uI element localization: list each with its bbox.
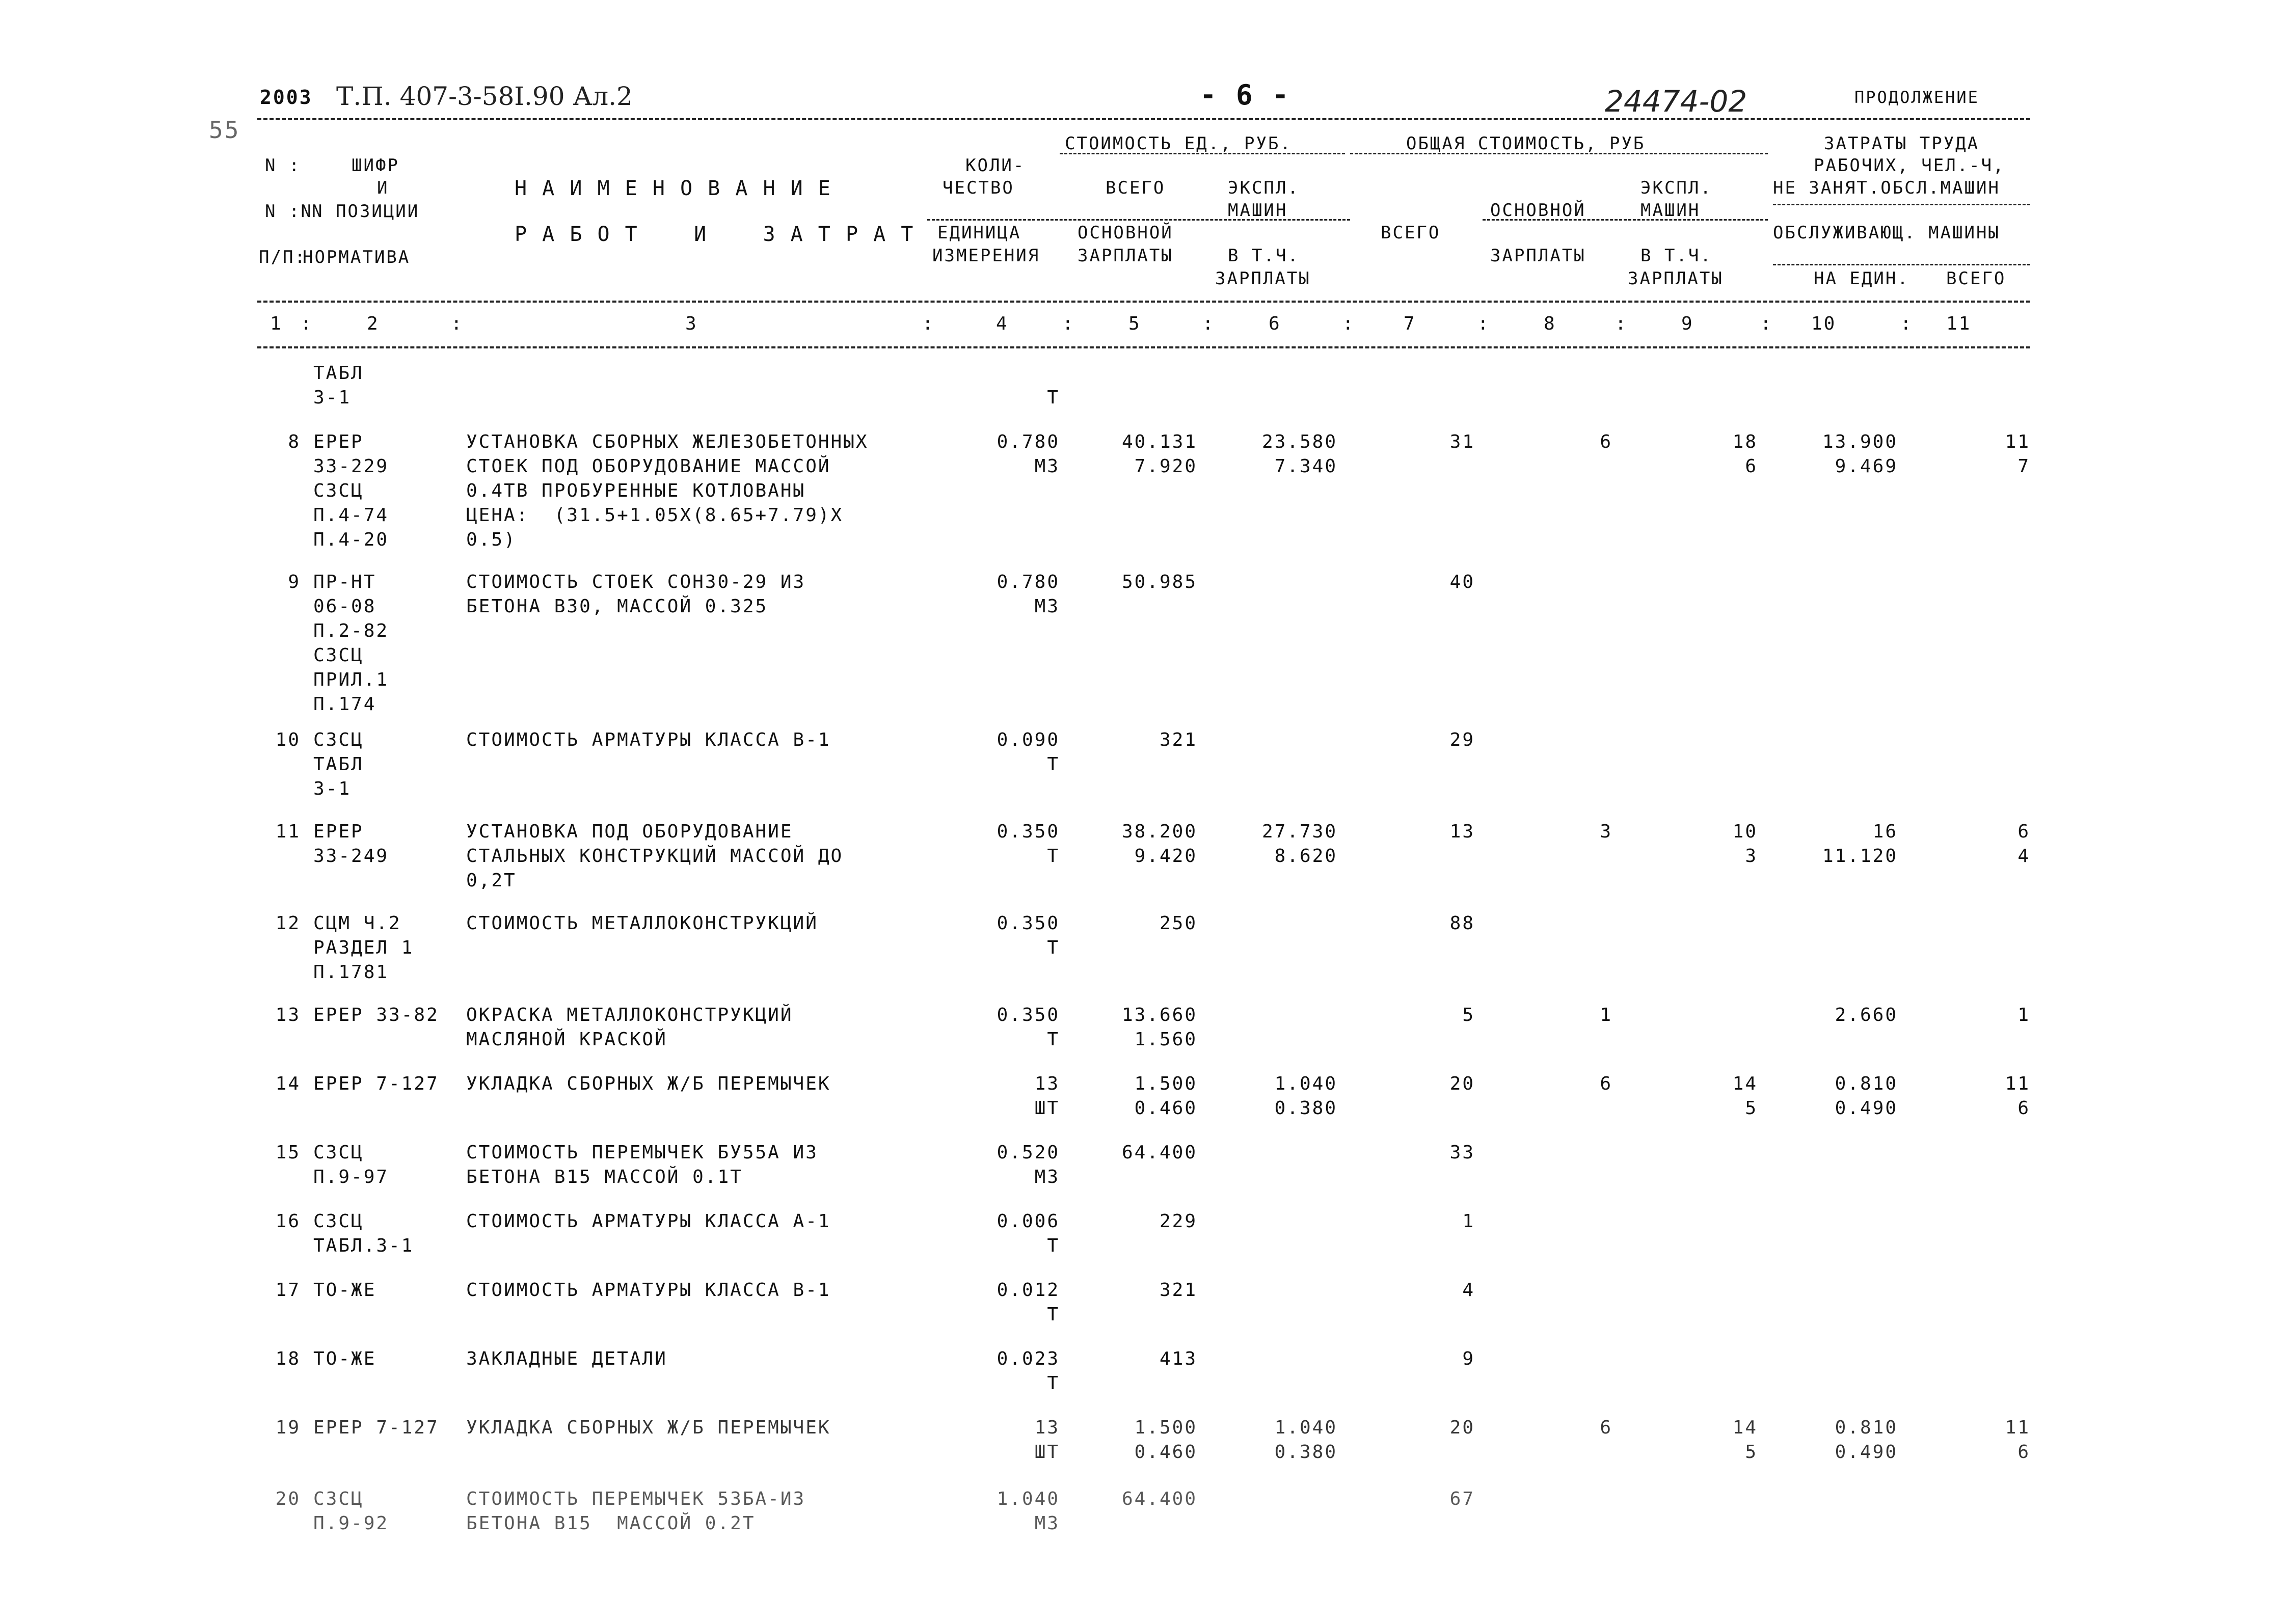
- row-name-line: БЕТОНА В30, МАССОЙ 0.325: [466, 596, 768, 617]
- hdr-c5-a: ВСЕГО: [1106, 178, 1166, 198]
- row-unit-machine-wage: 0.380: [1274, 1098, 1337, 1119]
- col-num-5: 5: [1128, 313, 1141, 334]
- row-labor-total-b: 6: [2017, 1098, 2030, 1119]
- row-code-line: П.4-74: [313, 505, 389, 526]
- row-unit-machine: 1.040: [1274, 1073, 1337, 1094]
- row-code-line: ЕРЕР: [313, 821, 364, 842]
- row-labor-unit-b: 0.490: [1835, 1098, 1898, 1119]
- row-labor-unit: 2.660: [1835, 1005, 1898, 1025]
- row-unit-cost-total: 1.500: [1134, 1073, 1197, 1094]
- row-qty: 0.520: [997, 1142, 1060, 1163]
- hdr-c11: ВСЕГО: [1946, 268, 2006, 289]
- row-name-line: УСТАНОВКА СБОРНЫХ ЖЕЛЕЗОБЕТОННЫХ: [466, 431, 869, 452]
- row-name-line: СТОИМОСТЬ АРМАТУРЫ КЛАССА В-1: [466, 1280, 831, 1301]
- header-page-label: - 6 -: [1200, 79, 1290, 111]
- hdr-c6-c: В Т.Ч.: [1228, 246, 1300, 266]
- hdr-qty-a: КОЛИ-: [965, 155, 1026, 176]
- row-code-line: ТО-ЖЕ: [313, 1348, 376, 1369]
- row-unit: Т: [1047, 1029, 1060, 1050]
- hdr-c5-c: ЗАРПЛАТЫ: [1078, 246, 1173, 266]
- row-unit-cost-total: 40.131: [1121, 431, 1197, 452]
- row-total-machine-wage: 3: [1745, 846, 1758, 867]
- row-labor-unit-b: 9.469: [1835, 456, 1898, 477]
- row-labor-unit: 13.900: [1822, 431, 1898, 452]
- row-number: 20: [275, 1488, 301, 1509]
- row-code-line: 33-249: [313, 846, 389, 867]
- row-total-cost: 88: [1449, 913, 1475, 934]
- row-labor-unit-b: 0.490: [1835, 1442, 1898, 1463]
- row-unit-cost-wage: 0.460: [1134, 1098, 1197, 1119]
- row-labor-total: 11: [2005, 431, 2030, 452]
- row-qty: 0.012: [997, 1280, 1060, 1301]
- row-total-cost: 13: [1449, 821, 1475, 842]
- row-total-cost: 5: [1462, 1005, 1475, 1025]
- header-rule-top: [257, 118, 2030, 120]
- row-total-wage: 3: [1600, 821, 1612, 842]
- row-unit-machine: 23.580: [1261, 431, 1337, 452]
- hdr-c9-c: В Т.Ч.: [1640, 246, 1712, 266]
- row-labor-unit: 0.810: [1835, 1417, 1898, 1438]
- row-qty: 1.040: [997, 1488, 1060, 1509]
- row-total-cost: 4: [1462, 1280, 1475, 1301]
- row-total-cost: 29: [1449, 729, 1475, 750]
- row-unit-machine: 27.730: [1261, 821, 1337, 842]
- col-num-2: 2: [367, 313, 380, 334]
- header-rule-bottom: [257, 346, 2030, 348]
- row-unit: Т: [1047, 1304, 1060, 1325]
- row-unit: Т: [1047, 754, 1060, 775]
- row-qty: 0.780: [997, 572, 1060, 592]
- row-code-line: 33-229: [313, 456, 389, 477]
- row-qty: 13: [1034, 1417, 1060, 1438]
- row-code-line: П.2-82: [313, 620, 389, 641]
- row-unit: Т: [1047, 937, 1060, 958]
- row-number: 12: [275, 913, 301, 934]
- row-name-line: УКЛАДКА СБОРНЫХ Ж/Б ПЕРЕМЫЧЕК: [466, 1417, 831, 1438]
- row-unit: ШТ: [1034, 1442, 1060, 1463]
- row-total-machine: 14: [1732, 1417, 1758, 1438]
- row-unit: Т: [1047, 1235, 1060, 1256]
- row-code-line: ПР-НТ: [313, 572, 376, 592]
- hdr-unit-cost-group: СТОИМОСТЬ ЕД., РУБ.: [1065, 133, 1292, 154]
- row-code-line: ЕРЕР 7-127: [313, 1417, 439, 1438]
- row-number: 11: [275, 821, 301, 842]
- hdr-qty-c: ЕДИНИЦА: [937, 223, 1021, 243]
- row-total-wage: 6: [1600, 1073, 1612, 1094]
- hdr-c7: ВСЕГО: [1381, 223, 1441, 243]
- row-unit-cost-total: 250: [1159, 913, 1197, 934]
- col-num-9: 9: [1681, 313, 1694, 334]
- row-unit-cost-total: 38.200: [1121, 821, 1197, 842]
- row-code-line: СЗСЦ: [313, 729, 364, 750]
- row-code-line: СЗСЦ: [313, 1488, 364, 1509]
- row-qty: 0.780: [997, 431, 1060, 452]
- row-number: 15: [275, 1142, 301, 1163]
- row-total-machine: 10: [1732, 821, 1758, 842]
- row-name-line: СТОИМОСТЬ СТОЕК СОН30-29 ИЗ: [466, 572, 806, 592]
- hdr-qty-d: ИЗМЕРЕНИЯ: [932, 246, 1040, 266]
- row-name-line: СТОИМОСТЬ ПЕРЕМЫЧЕК БУ55А ИЗ: [466, 1142, 818, 1163]
- row-unit-cost-wage: 0.460: [1134, 1442, 1197, 1463]
- row-name-line: СТОИМОСТЬ АРМАТУРЫ КЛАССА В-1: [466, 729, 831, 750]
- row-total-cost: 40: [1449, 572, 1475, 592]
- row-name-line: 0.4ТВ ПРОБУРЕННЫЕ КОТЛОВАНЫ: [466, 480, 806, 501]
- row-code-line: 06-08: [313, 596, 376, 617]
- row-qty: 0.350: [997, 1005, 1060, 1025]
- row-unit-cost-total: 229: [1159, 1211, 1197, 1232]
- row-labor-total: 1: [2017, 1005, 2030, 1025]
- row-labor-unit: 16: [1872, 821, 1898, 842]
- row-total-wage: 1: [1600, 1005, 1612, 1025]
- row-unit-cost-total: 1.500: [1134, 1417, 1197, 1438]
- row-code-line: 3-1: [313, 387, 352, 408]
- row-code-line: ПРИЛ.1: [313, 669, 389, 690]
- row-code-line: П.1781: [313, 962, 389, 983]
- hdr-rule-total2: [1483, 219, 1768, 221]
- col-num-11: 11: [1946, 313, 1972, 334]
- row-unit-cost-wage: 1.560: [1134, 1029, 1197, 1050]
- hdr-rule-unit2: [927, 219, 1350, 221]
- hdr-c8-b: ЗАРПЛАТЫ: [1490, 246, 1586, 266]
- row-unit: М3: [1034, 1513, 1060, 1534]
- hdr-c6-d: ЗАРПЛАТЫ: [1215, 268, 1311, 289]
- row-code-line: ЕРЕР 33-82: [313, 1005, 439, 1025]
- row-unit-machine-wage: 8.620: [1274, 846, 1337, 867]
- row-total-wage: 6: [1600, 1417, 1612, 1438]
- row-qty: 0.006: [997, 1211, 1060, 1232]
- row-labor-total: 11: [2005, 1073, 2030, 1094]
- row-labor-total: 6: [2017, 821, 2030, 842]
- row-name-line: БЕТОНА В15 МАССОЙ 0.1Т: [466, 1167, 743, 1187]
- row-unit: М3: [1034, 456, 1060, 477]
- hdr-rule-labor: [1773, 204, 2030, 205]
- row-number: 14: [275, 1073, 301, 1094]
- hdr-c8-a: ОСНОВНОЙ: [1490, 200, 1586, 221]
- row-labor-total: 11: [2005, 1417, 2030, 1438]
- row-total-machine: 14: [1732, 1073, 1758, 1094]
- row-code-line: СЦМ Ч.2: [313, 913, 401, 934]
- row-unit: М3: [1034, 596, 1060, 617]
- row-code-line: РАЗДЕЛ 1: [313, 937, 414, 958]
- header-year: 2003: [260, 86, 313, 109]
- hdr-col2-d: НОРМАТИВА: [303, 247, 411, 267]
- row-total-machine: 18: [1732, 431, 1758, 452]
- row-name-line: УСТАНОВКА ПОД ОБОРУДОВАНИЕ: [466, 821, 793, 842]
- hdr-c6-a: ЭКСПЛ.: [1228, 178, 1300, 198]
- hdr-col1-c: П/П:: [259, 247, 307, 267]
- row-unit: Т: [1047, 1373, 1060, 1394]
- row-total-cost: 20: [1449, 1417, 1475, 1438]
- row-code-line: ТАБЛ: [313, 363, 364, 384]
- row-name-line: СТОИМОСТЬ МЕТАЛЛОКОНСТРУКЦИЙ: [466, 913, 818, 934]
- row-total-cost: 31: [1449, 431, 1475, 452]
- row-code-line: ТАБЛ: [313, 754, 364, 775]
- row-name-line: МАСЛЯНОЙ КРАСКОЙ: [466, 1029, 667, 1050]
- header-doc-title: Т.П. 407-3-58I.90 Ал.2: [336, 82, 633, 111]
- row-code-line: СЗСЦ: [313, 1142, 364, 1163]
- row-total-cost: 9: [1462, 1348, 1475, 1369]
- row-qty: 0.090: [997, 729, 1060, 750]
- row-number: 17: [275, 1280, 301, 1301]
- header-rule-mid: [257, 301, 2030, 303]
- row-number: 13: [275, 1005, 301, 1025]
- row-code-line: ТАБЛ.3-1: [313, 1235, 414, 1256]
- row-unit-cost-wage: 7.920: [1134, 456, 1197, 477]
- row-code-line: П.4-20: [313, 529, 389, 550]
- hdr-c9-a: ЭКСПЛ.: [1640, 178, 1712, 198]
- hdr-c5-b: ОСНОВНОЙ: [1078, 223, 1173, 243]
- col-num-3: 3: [685, 313, 698, 334]
- row-unit-cost-wage: 9.420: [1134, 846, 1197, 867]
- hdr-c9-b: МАШИН: [1640, 200, 1701, 221]
- hdr-total-cost-group: ОБЩАЯ СТОИМОСТЬ, РУБ: [1406, 133, 1646, 154]
- row-code-line: ЕРЕР 7-127: [313, 1073, 439, 1094]
- row-name-line: СТОИМОСТЬ АРМАТУРЫ КЛАССА А-1: [466, 1211, 831, 1232]
- row-labor-total-b: 4: [2017, 846, 2030, 867]
- row-code-line: СЗСЦ: [313, 1211, 364, 1232]
- row-number: 8: [288, 431, 301, 452]
- row-number: 18: [275, 1348, 301, 1369]
- row-total-machine-wage: 5: [1745, 1098, 1758, 1119]
- hdr-c6-b: МАШИН: [1228, 200, 1288, 221]
- hdr-rule-labor2: [1773, 264, 2030, 265]
- row-code-line: ТО-ЖЕ: [313, 1280, 376, 1301]
- hdr-rule-total: [1350, 153, 1768, 154]
- col-num-8: 8: [1544, 313, 1556, 334]
- col-num-4: 4: [996, 313, 1009, 334]
- row-code-line: П.9-92: [313, 1513, 389, 1534]
- row-total-cost: 33: [1449, 1142, 1475, 1163]
- row-unit: М3: [1034, 1167, 1060, 1187]
- row-unit-machine: 1.040: [1274, 1417, 1337, 1438]
- row-total-cost: 67: [1449, 1488, 1475, 1509]
- row-unit: Т: [1047, 846, 1060, 867]
- row-labor-total-b: 7: [2017, 456, 2030, 477]
- col-num-10: 10: [1811, 313, 1837, 334]
- margin-number: 55: [209, 116, 240, 144]
- row-number: 9: [288, 572, 301, 592]
- hdr-c9-d: ЗАРПЛАТЫ: [1628, 268, 1724, 289]
- hdr-name-title: Н А И М Е Н О В А Н И Е: [515, 177, 832, 200]
- row-number: 10: [275, 729, 301, 750]
- row-qty: 0.023: [997, 1348, 1060, 1369]
- row-code-line: П.174: [313, 694, 376, 715]
- row-name-line: СТОЕК ПОД ОБОРУДОВАНИЕ МАССОЙ: [466, 456, 831, 477]
- row-total-machine-wage: 6: [1745, 456, 1758, 477]
- row-unit: ШТ: [1034, 1098, 1060, 1119]
- row-code-line: СЗСЦ: [313, 480, 364, 501]
- row-total-machine-wage: 5: [1745, 1442, 1758, 1463]
- hdr-col2-b: И: [377, 178, 389, 198]
- hdr-labor-group3: НЕ ЗАНЯТ.ОБСЛ.МАШИН: [1773, 178, 2000, 198]
- hdr-col1-a: N :: [265, 155, 301, 176]
- hdr-labor-group: ЗАТРАТЫ ТРУДА: [1824, 133, 1980, 154]
- hdr-name-sub: Р А Б О Т И З А Т Р А Т: [515, 223, 915, 246]
- row-labor-total-b: 6: [2017, 1442, 2030, 1463]
- row-code-line: СЗСЦ: [313, 645, 364, 666]
- row-unit-cost-total: 13.660: [1121, 1005, 1197, 1025]
- scanned-page: 55 2003 Т.П. 407-3-58I.90 Ал.2 - 6 - 24474-02 ПРОДОЛЖЕНИЕ N : N :N П/П: ШИФР И N ПОЗИЦИИ НОРМАТИВА Н А И М Е Н О В А Н И Е Р А Б О Т И З А Т Р А Т КОЛИ- ЧЕСТВО ЕДИНИЦА ИЗМЕРЕНИЯ СТОИМОСТЬ ЕД., РУБ. ОБЩАЯ СТОИМОСТЬ, РУБ ЗАТРАТЫ ТРУДА РАБОЧИХ, ЧЕЛ.-Ч, НЕ ЗАНЯТ.ОБСЛ.МАШИН ОБСЛУЖИВАЮЩ. МАШИНЫ ВСЕГО ОСНОВНОЙ ЗАРПЛАТЫ ЭКСПЛ. МАШИН В Т.Ч. ЗАРПЛАТЫ ВСЕГО ОСНОВНОЙ ЗАРПЛАТЫ ЭКСПЛ. МАШИН В Т.Ч. ЗАРПЛАТЫ НА ЕДИН. ВСЕГО 1 2 3 4 5 6 7 8 9 10 11 : : : : : : : : : : ТАБЛ 3-1 Т 8 ЕРЕР 33-229 СЗСЦ П.4-74 П.4-20 УСТАНОВКА СБОРНЫХ ЖЕЛЕЗОБЕТОННЫХ СТОЕК ПОД ОБОРУДОВАНИЕ МАССОЙ 0.4ТВ ПРОБУРЕННЫЕ КОТЛОВАНЫ ЦЕНА: (31.5+1.05Х(8.65+7.79)Х 0.5) 0.780 М3 40.131 7.920 23.580 7.340 31 6 18 6 13.900 9.469 11 7 9 ПР-НТ 06-08 П.2-82 СЗСЦ ПРИЛ.1 П.174 СТОИМОСТЬ СТОЕК СОН30-29 ИЗ БЕТОНА В30, МАССОЙ 0.325 0.780 М3 50.985 40 10 СЗСЦ ТАБЛ 3-1 СТОИМОСТЬ АРМАТУРЫ КЛАССА В-1 0.090 Т 321 29 11 ЕРЕР 33-249 УСТАНОВКА ПОД ОБОРУДОВАНИЕ СТАЛЬНЫХ КОНСТРУКЦИЙ МАССОЙ ДО 0,2Т 0.350 Т 38.200 9.420 27.730 8.620 13 3 10 3 16 11.120 6 4 12 СЦМ Ч.2 РАЗДЕЛ 1 П.1781 СТОИМОСТЬ МЕТАЛЛОКОНСТРУКЦИЙ 0.350 Т 250 88 13 ЕРЕР 33-82 ОКРАСКА МЕТАЛЛОКОНСТРУКЦИЙ МАСЛЯНОЙ КРАСКОЙ 0.350 Т 13.660 1.560 5 1 2.660 1 14 ЕРЕР 7-127 УКЛАДКА СБОРНЫХ Ж/Б ПЕРЕМЫЧЕК 13 ШТ 1.500 0.460 1.040 0.380 20 6 14 5 0.810 0.490 11 6 15 СЗСЦ П.9-97 СТОИМОСТЬ ПЕРЕМЫЧЕК БУ55А ИЗ БЕТОНА В15 МАССОЙ 0.1Т 0.520 М3 64.400 33 16 СЗСЦ ТАБЛ.3-1 СТОИМОСТЬ АРМАТУРЫ КЛАССА А-1 0.006 Т 229 1 17 ТО-ЖЕ СТОИМОСТЬ АРМАТУРЫ КЛАССА В-1 0.012 Т 321 4 18 ТО-ЖЕ ЗАКЛАДНЫЕ ДЕТАЛИ 0.023 Т 413 9 19 ЕРЕР 7-127 УКЛАДКА СБОРНЫХ Ж/Б ПЕРЕМЫЧЕК 13 ШТ 1.500 0.460 1.040 0.380 20 6 14 5 0.810 0.490 11 6 20 СЗСЦ П.9-92 СТОИМОСТЬ ПЕРЕМЫЧЕК 5ЗБА-ИЗ БЕТОНА В15 МАССОЙ 0.2Т 1.040 М3 64.400 67: [209, 79, 2030, 1534]
- row-unit-cost-total: 50.985: [1121, 572, 1197, 592]
- row-labor-unit: 0.810: [1835, 1073, 1898, 1094]
- row-qty: 0.350: [997, 913, 1060, 934]
- row-name-line: ЦЕНА: (31.5+1.05Х(8.65+7.79)Х: [466, 505, 844, 526]
- header-doc-number: 24474-02: [1605, 84, 1747, 119]
- row-code-line: ЕРЕР: [313, 431, 364, 452]
- header-continuation: ПРОДОЛЖЕНИЕ: [1854, 88, 1979, 107]
- row-qty: 13: [1034, 1073, 1060, 1094]
- row-name-line: 0,2Т: [466, 870, 517, 891]
- row-unit-cost-total: 64.400: [1121, 1142, 1197, 1163]
- row-name-line: 0.5): [466, 529, 517, 550]
- row-unit-cost-total: 321: [1159, 729, 1197, 750]
- col-num-6: 6: [1269, 313, 1281, 334]
- row-labor-unit-b: 11.120: [1822, 846, 1898, 867]
- row-total-wage: 6: [1600, 431, 1612, 452]
- row-name-line: СТАЛЬНЫХ КОНСТРУКЦИЙ МАССОЙ ДО: [466, 846, 844, 867]
- row-number: 16: [275, 1211, 301, 1232]
- hdr-labor-group4: ОБСЛУЖИВАЮЩ. МАШИНЫ: [1773, 223, 2000, 243]
- col-num-7: 7: [1404, 313, 1416, 334]
- row-name-line: БЕТОНА В15 МАССОЙ 0.2Т: [466, 1513, 756, 1534]
- row-unit-cost-total: 64.400: [1121, 1488, 1197, 1509]
- row-unit-machine-wage: 7.340: [1274, 456, 1337, 477]
- col-num-1: 1: [270, 313, 283, 334]
- row-name-line: УКЛАДКА СБОРНЫХ Ж/Б ПЕРЕМЫЧЕК: [466, 1073, 831, 1094]
- row-code-line: 3-1: [313, 778, 352, 799]
- row-total-cost: 20: [1449, 1073, 1475, 1094]
- row-code-line: П.9-97: [313, 1167, 389, 1187]
- row-unit: Т: [1047, 387, 1060, 408]
- hdr-labor-group2: РАБОЧИХ, ЧЕЛ.-Ч,: [1814, 155, 2005, 176]
- hdr-col2-a: ШИФР: [352, 155, 399, 176]
- row-number: 19: [275, 1417, 301, 1438]
- row-name-line: СТОИМОСТЬ ПЕРЕМЫЧЕК 5ЗБА-ИЗ: [466, 1488, 806, 1509]
- hdr-rule-unit: [1060, 153, 1345, 154]
- hdr-qty-b: ЧЕСТВО: [943, 178, 1014, 198]
- row-unit-machine-wage: 0.380: [1274, 1442, 1337, 1463]
- hdr-col1-b: N :N: [265, 201, 313, 222]
- hdr-c10: НА ЕДИН.: [1814, 268, 1909, 289]
- row-qty: 0.350: [997, 821, 1060, 842]
- row-total-cost: 1: [1462, 1211, 1475, 1232]
- row-name-line: ЗАКЛАДНЫЕ ДЕТАЛИ: [466, 1348, 667, 1369]
- row-unit-cost-total: 321: [1159, 1280, 1197, 1301]
- row-unit-cost-total: 413: [1159, 1348, 1197, 1369]
- row-name-line: ОКРАСКА МЕТАЛЛОКОНСТРУКЦИЙ: [466, 1005, 793, 1025]
- hdr-col2-c: N ПОЗИЦИИ: [312, 201, 420, 222]
